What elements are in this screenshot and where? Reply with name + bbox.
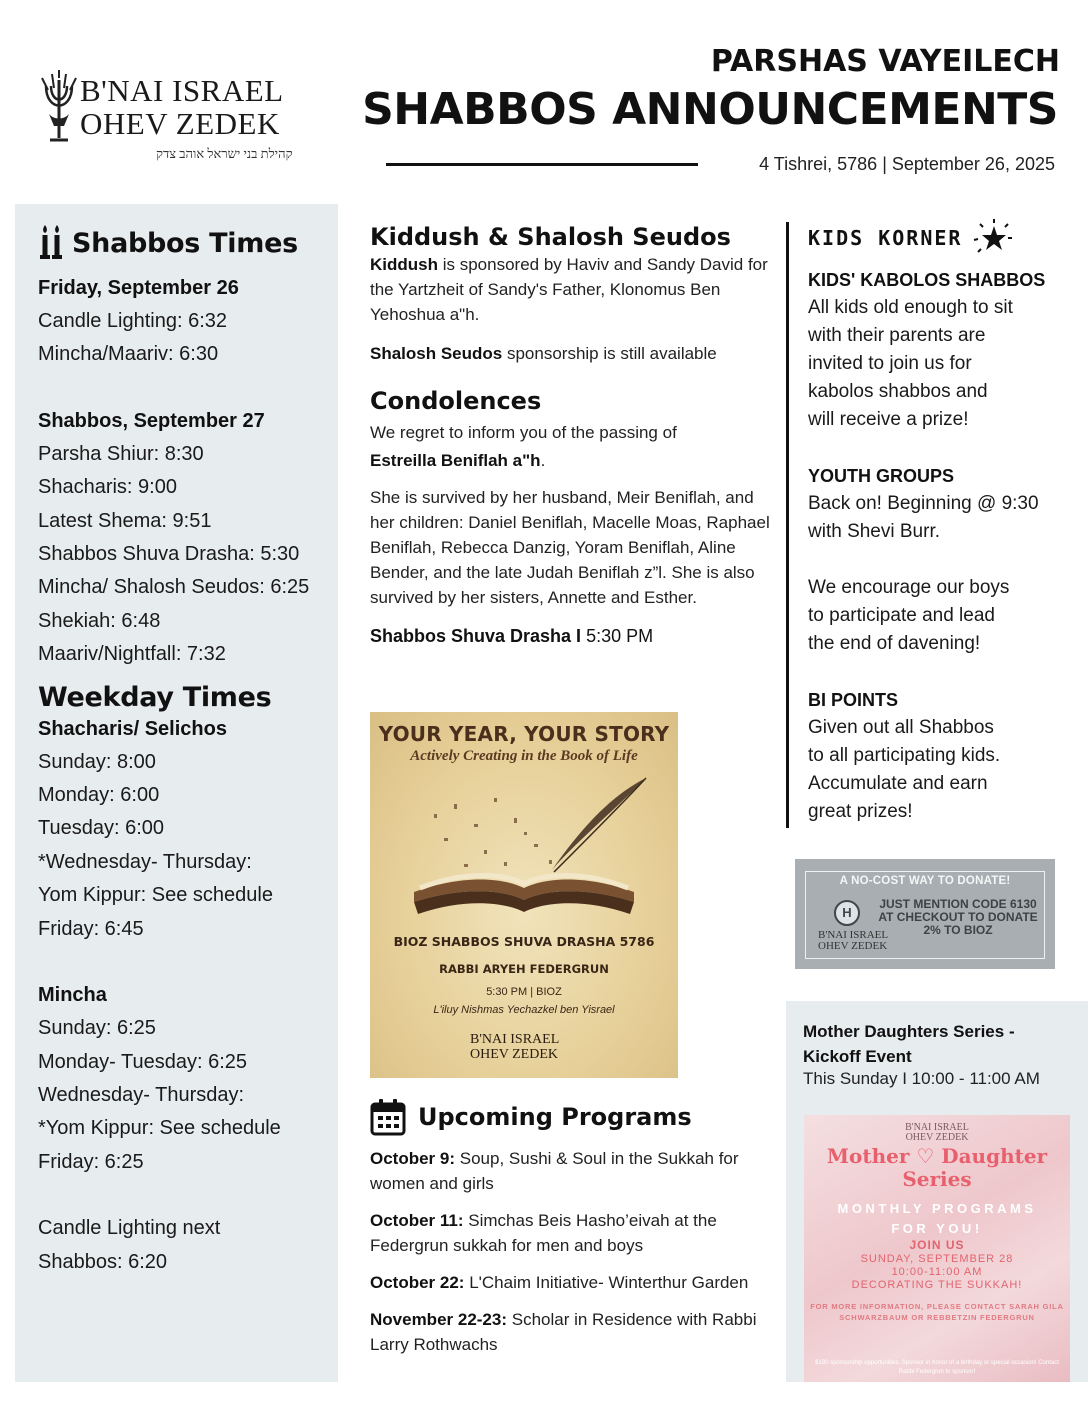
donate-code-text: JUST MENTION CODE 6130 AT CHECKOUT TO DONATE 2% TO BIOZ: [878, 897, 1038, 937]
mincha-label: Mincha: [38, 984, 107, 1007]
time-line: Mincha/ Shalosh Seudos: 6:25: [38, 576, 310, 599]
kabolos-label: KIDS' KABOLOS SHABBOS: [808, 270, 1046, 290]
calendar-icon: [370, 1098, 406, 1136]
mother-daughter-flyer: [804, 1115, 1070, 1382]
time-line: Mincha/Maariv: 6:30: [38, 343, 219, 366]
kids-line: invited to join us for: [808, 353, 972, 374]
kids-line: kabolos shabbos and: [808, 381, 988, 402]
flyer-title-line-1: Mother ♡ Daughter: [826, 1144, 1048, 1168]
drasha-label: Shabbos Shuva Drasha I: [370, 626, 582, 646]
poster-event: BIOZ SHABBOS SHUVA DRASHA 5786: [393, 934, 655, 949]
time-line: Monday- Tuesday: 6:25: [38, 1050, 248, 1073]
poster-title: YOUR YEAR, YOUR STORY: [378, 722, 670, 746]
flyer-monthly-line-1: MONTHLY PROGRAMS: [837, 1201, 1037, 1216]
time-line: *Yom Kippur: See schedule: [38, 1117, 281, 1140]
points-label: BI POINTS: [808, 690, 899, 710]
kids-line: We encourage our boys: [808, 577, 1010, 598]
drasha-line: [370, 626, 770, 647]
times-sidebar: [15, 204, 338, 1382]
drasha-time: 5:30 PM: [581, 626, 654, 646]
kiddush-text: [370, 252, 770, 327]
next-candle-line: Shabbos: 6:20: [38, 1250, 167, 1273]
poster-dedication: L'iluy Nishmas Yechazkel ben Yisrael: [433, 1004, 615, 1016]
condolences-name: [370, 448, 770, 473]
mds-time: This Sunday I 10:00 - 11:00 AM: [803, 1069, 1040, 1088]
kids-divider: [786, 222, 789, 828]
program-item: [370, 1270, 770, 1295]
time-line: Sunday: 8:00: [38, 750, 156, 773]
deceased-name-suffix: .: [540, 451, 546, 470]
time-line: Shekiah: 6:48: [38, 609, 161, 632]
flyer-logo-line-2: OHEV ZEDEK: [905, 1132, 969, 1143]
poster-logo-line-1: B'NAI ISRAEL: [470, 1032, 560, 1047]
program-date: October 9:: [370, 1149, 456, 1168]
mother-daughter-panel: [786, 1001, 1088, 1382]
flyer-footer: $180 sponsorship opportunities. Sponsor in honor of a birthday or special occasion! Contact Rabbi Federgrun to sponsor!: [815, 1360, 1059, 1375]
deceased-name: Estreilla Beniflah a"h: [370, 451, 541, 470]
shalosh-bold: Shalosh Seudos: [370, 344, 503, 363]
program-item: [370, 1146, 770, 1196]
time-line: Friday: 6:45: [38, 917, 144, 940]
time-line: Yom Kippur: See schedule: [38, 884, 273, 907]
mds-title: [803, 1019, 1015, 1069]
parsha-name: PARSHAS VAYEILECH: [710, 44, 1060, 79]
shacharis-label: Shacharis/ Selichos: [38, 717, 227, 740]
flyer-logo: [804, 1123, 1070, 1143]
flyer-activity: DECORATING THE SUKKAH!: [851, 1279, 1023, 1291]
program-date: October 11:: [370, 1211, 464, 1230]
poster-logo-line-2: OHEV ZEDEK: [470, 1047, 559, 1062]
mds-title-line-1: Mother Daughters Series -: [803, 1022, 1015, 1041]
program-date: October 22:: [370, 1273, 465, 1292]
kids-line: to participate and lead: [808, 605, 995, 626]
time-line: Friday: 6:25: [38, 1150, 144, 1173]
time-line: Monday: 6:00: [38, 784, 160, 807]
condolences-heading: Condolences: [370, 387, 542, 415]
time-line: *Wednesday- Thursday:: [38, 850, 252, 873]
flyer-hours: 10:00-11:00 AM: [891, 1266, 983, 1278]
poster-speaker: RABBI ARYEH FEDERGRUN: [439, 962, 609, 976]
programs-list: [370, 1146, 770, 1369]
friday-label: Friday, September 26: [38, 277, 239, 299]
kids-line: the end of davening!: [808, 633, 981, 654]
kids-korner-title: KIDS KORNER: [808, 226, 963, 250]
programs-title: Upcoming Programs: [418, 1103, 692, 1131]
seal-letter: H: [842, 905, 852, 920]
time-line: Parsha Shiur: 8:30: [38, 442, 204, 465]
kids-line: to all participating kids.: [808, 745, 1001, 766]
logo-line-1: B'NAI ISRAEL: [80, 73, 284, 108]
kiddush-body: is sponsored by Haviv and Sandy David for the Yartzheit of Sandy's Father, Klonomus Ben Yehoshua a"h.: [370, 255, 768, 324]
menorah-logo-icon: [40, 68, 78, 150]
donate-logo-line-1: B'NAI ISRAEL: [818, 929, 889, 941]
shabbos-times-title: Shabbos Times: [72, 227, 298, 259]
logo-line-2: OHEV ZEDEK: [80, 106, 280, 141]
candles-icon: [38, 224, 64, 262]
flyer-contact: FOR MORE INFORMATION, PLEASE CONTACT SARAH GILA SCHWARZBAUM OR REBBETZIN FEDERGRUN: [810, 1302, 1064, 1322]
kids-line: Back on! Beginning @ 9:30: [808, 493, 1039, 514]
condolences-intro: We regret to inform you of the passing of: [370, 423, 677, 442]
star-burst-icon: [970, 218, 1014, 258]
donate-logo-line-2: OHEV ZEDEK: [818, 940, 888, 952]
kids-line: All kids old enough to sit: [808, 297, 1013, 318]
kids-line: Accumulate and earn: [808, 773, 988, 794]
time-line: Wednesday- Thursday:: [38, 1083, 245, 1106]
drasha-poster: [370, 712, 678, 1078]
program-desc: L'Chaim Initiative- Winterthur Garden: [464, 1273, 749, 1292]
org-logo: [40, 68, 310, 168]
date-line: 4 Tishrei, 5786 | September 26, 2025: [759, 154, 1055, 174]
flyer-title: [804, 1145, 1070, 1191]
time-line: Latest Shema: 9:51: [38, 509, 212, 532]
kiddush-heading: Kiddush & Shalosh Seudos: [370, 223, 731, 251]
shabbos-label: Shabbos, September 27: [38, 409, 265, 432]
shalosh-body: sponsorship is still available: [502, 344, 717, 363]
open-book-quill-icon: [384, 774, 664, 939]
time-line: Maariv/Nightfall: 7:32: [38, 643, 226, 666]
donate-banner: [795, 859, 1055, 969]
flyer-monthly-line-2: FOR YOU!: [891, 1221, 983, 1236]
flyer-date: SUNDAY, SEPTEMBER 28: [860, 1253, 1014, 1265]
kids-line: with Shevi Burr.: [808, 521, 940, 542]
donate-headline: A NO-COST WAY TO DONATE!: [839, 875, 1011, 887]
kids-korner-heading: [808, 218, 1068, 258]
time-line: Tuesday: 6:00: [38, 817, 165, 840]
logo-hebrew: קהילת בני ישראל אוהב צדק: [156, 146, 293, 161]
flyer-logo-line-1: B'NAI ISRAEL: [905, 1122, 969, 1133]
flyer-monthly: [804, 1199, 1070, 1239]
program-item: [370, 1307, 770, 1357]
shalosh-text: [370, 341, 770, 366]
kids-line: Given out all Shabbos: [808, 717, 994, 738]
header-divider: [386, 163, 698, 166]
program-item: [370, 1208, 770, 1258]
kids-line: great prizes!: [808, 801, 913, 822]
page-title: SHABBOS ANNOUNCEMENTS: [362, 84, 1058, 135]
time-line: Shacharis: 9:00: [38, 476, 177, 499]
program-desc: Scholar in Residence with Rabbi Larry Rothwachs: [370, 1310, 757, 1354]
time-line: Candle Lighting: 6:32: [38, 310, 228, 332]
time-line: Sunday: 6:25: [38, 1017, 156, 1040]
kiddush-bold: Kiddush: [370, 255, 438, 274]
time-line: Shabbos Shuva Drasha: 5:30: [38, 543, 300, 566]
poster-subtitle: Actively Creating in the Book of Life: [410, 748, 638, 764]
program-desc: Soup, Sushi & Soul in the Sukkah for women and girls: [370, 1149, 739, 1193]
kids-line: will receive a prize!: [808, 409, 969, 430]
next-candle-line: Candle Lighting next: [38, 1217, 221, 1240]
poster-logo: [470, 1032, 559, 1062]
announcements-column: [370, 222, 770, 647]
kids-line: with their parents are: [808, 325, 986, 346]
poster-time: 5:30 PM | BIOZ: [486, 986, 562, 998]
program-date: November 22-23:: [370, 1310, 508, 1329]
mds-title-line-2: Kickoff Event: [803, 1047, 912, 1066]
seal-icon: [834, 900, 860, 926]
kids-korner: [808, 218, 1068, 826]
programs-heading: [370, 1098, 692, 1136]
weekday-times-title: Weekday Times: [38, 681, 272, 713]
donate-card: [805, 871, 1045, 959]
flyer-title-line-2: Series: [902, 1167, 972, 1191]
flyer-join: [804, 1239, 1070, 1292]
youth-label: YOUTH GROUPS: [808, 466, 955, 486]
program-desc: Simchas Beis Hasho’eivah at the Federgrun sukkah for men and boys: [370, 1211, 717, 1255]
condolences-body: She is survived by her husband, Meir Beniflah, and her children: Daniel Beniflah, Macelle Moas, Raphael Beniflah, Rebecca Danzig, Yoram Beniflah, Aline Bender, and the late Judah Beniflah z”l. She is also survived by her sisters, Annette and Esther.: [370, 488, 770, 607]
shabbos-times-heading: [38, 224, 338, 262]
flyer-join-label: JOIN US: [909, 1238, 965, 1252]
